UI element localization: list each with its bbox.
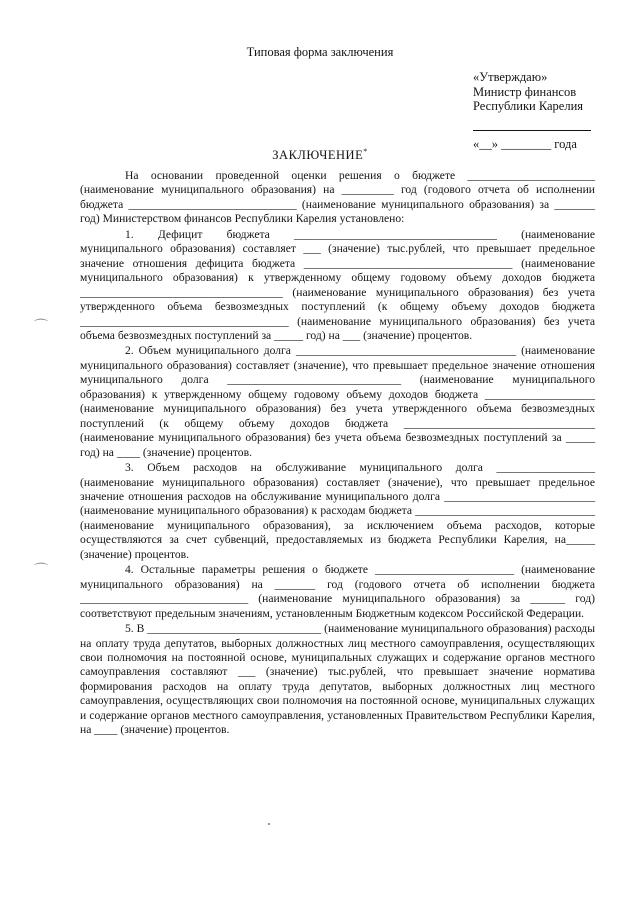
scan-mark-left-upper: ⌒ (34, 320, 48, 335)
approval-date: «__» ________ года (473, 136, 577, 151)
paragraph-debt-service: 3. Объем расходов на обслуживание муниципального долга _________________ (наименование муниципального образования) составляет (значение), что превышает предельное значение отношения расходов на обслуживание муниципального долга __________________________ (наименование муниципального образования) к расходам бюджета _______________________________ (наименование муниципального образования), за исключением объема расходов, которые осуществляются за счет субвенций, предоставляемых из бюджета Республики Карелия, на_____ (значение) процентов. (80, 461, 595, 561)
approval-line-3: Республики Карелия (473, 99, 584, 113)
form-title: Типовая форма заключения (246, 45, 394, 59)
paragraph-other-parameters: 4. Остальные параметры решения о бюджете ________________________ (наименование муниципального образования) на _______ год (годового отчета об исполнении бюджета _____________________________ (наименование муниципального образования) за ______ год) соответствуют предельным значениям, установленным Бюджетным кодексом Российской Федерации. (80, 563, 595, 620)
approval-line-1: «Утверждаю» (473, 70, 548, 84)
signature-blank (473, 118, 591, 131)
paragraph-deficit: 1. Дефицит бюджета ___________________________________ (наименование муниципального образования) составляет ___ (значение) тыс.рублей, что превышает предельное значение отношения дефицита бюджета ____________________________________ (наименование муниципального образования) к утвержденному общему годовому объему доходов бюджета ___________________________________ (наименование муниципального образования) без учета утвержденного объема безвозмездных поступлений (к общему объему доходов бюджета ____________________________________ (наименование муниципального образования) без учета объема безвозмездных поступлений за _____ год) на ___ (значение) процентов. (80, 227, 595, 342)
approval-block (473, 70, 633, 151)
approval-line-2: Министр финансов (473, 84, 577, 99)
footnote-mark: * (363, 147, 368, 156)
document-title (0, 147, 640, 163)
document-body (80, 169, 595, 738)
paragraph-intro: На основании проведенной оценки решения о бюджете ______________________ (наименование муниципального образования) на _________ год (годового отчета об исполнении бюджета _____________________________ (наименование муниципального образования) за _______ год) Министерством финансов Республики Карелия установлено: (80, 169, 595, 226)
scan-mark-left-lower: ⌒ (34, 564, 48, 579)
document-title-text: ЗАКЛЮЧЕНИЕ (272, 148, 364, 163)
paragraph-labor-costs: 5. В ______________________________ (наименование муниципального образования) расходы на оплату труда депутатов, выборных должностных лиц местного самоуправления, осуществляющих свои полномочия на постоянной основе, муниципальных служащих и содержание органов местного самоуправления составляют ___ (значение) тыс.рублей, что превышает значение норматива формирования расходов на оплату труда депутатов, выборных должностных лиц местного самоуправления, осуществляющих свои полномочия на постоянной основе, муниципальных служащих и содержание органов местного самоуправления, установленных Правительством Республики Карелия, на ____ (значение) процентов. (80, 622, 595, 737)
paragraph-debt: 2. Объем муниципального долга ______________________________________ (наименование муниципального образования) составляет (значение), что превышает предельное значение отношения муниципального долга ______________________________ (наименование муниципального образования) к утвержденному общему годовому объему доходов бюджета ___________________ (наименование муниципального образования) без учета утвержденного объема безвозмездных поступлений (к общему объему доходов бюджета _________________________________ (наименование муниципального образования) без учета объема безвозмездных поступлений за _____ год) на ____ (значение) процентов. (80, 344, 595, 459)
scan-speck (268, 823, 270, 825)
